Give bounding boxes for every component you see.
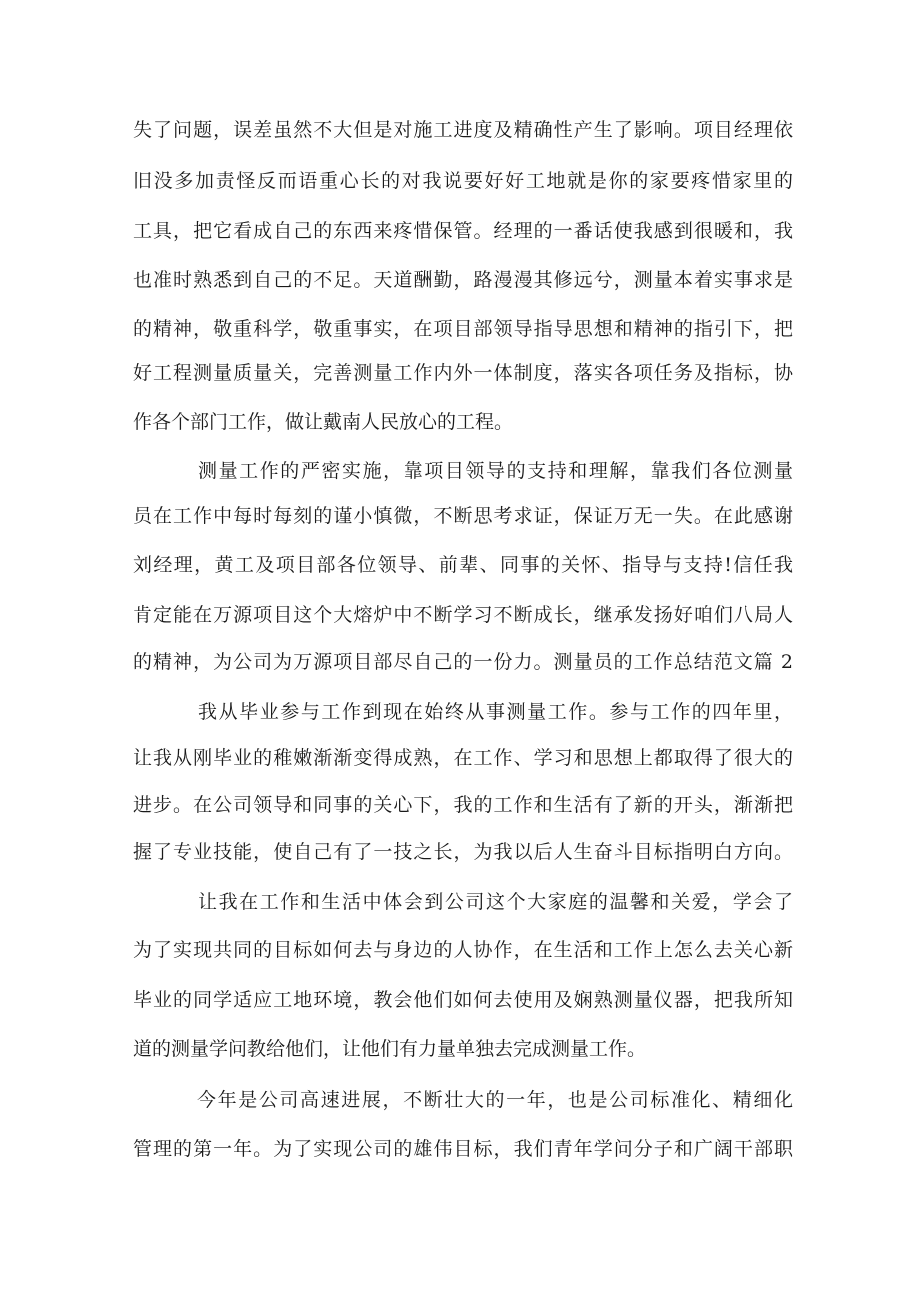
text-line: 让我在工作和生活中体会到公司这个大家庭的温馨和关爱，学会了 bbox=[198, 891, 793, 913]
text-line: 肯定能在万源项目这个大熔炉中不断学习不断成长，继承发扬好咱们八局人 bbox=[133, 604, 793, 626]
text-line: 员在工作中每时每刻的谨小慎微，不断思考求证，保证万无一失。在此感谢 bbox=[133, 505, 793, 527]
text-line: 今年是公司高速进展，不断壮大的一年，也是公司标准化、精细化 bbox=[197, 1089, 793, 1111]
text-line: 失了问题，误差虽然不大但是对施工进度及精确性产生了影响。项目经理依 bbox=[133, 119, 793, 141]
text-line: 我从毕业参与工作到现在始终从事测量工作。参与工作的四年里， bbox=[198, 701, 793, 723]
text-line: 握了专业技能，使自己有了一技之长，为我以后人生奋斗目标指明白方向。 bbox=[133, 841, 793, 863]
text-line: 进步。在公司领导和同事的关心下，我的工作和生活有了新的开头，渐渐把 bbox=[133, 794, 793, 816]
text-line: 管理的第一年。为了实现公司的雄伟目标，我们青年学问分子和广阔干部职 bbox=[133, 1138, 793, 1160]
text-line: 刘经理，黄工及项目部各位领导、前辈、同事的关怀、指导与支持!信任我 bbox=[133, 554, 793, 576]
text-line: 的精神，敬重科学，敬重事实，在项目部领导指导思想和精神的指引下，把 bbox=[133, 318, 793, 340]
text-line: 作各个部门工作，做让戴南人民放心的工程。 bbox=[133, 411, 514, 433]
text-line: 毕业的同学适应工地环境，教会他们如何去使用及娴熟测量仪器，把我所知 bbox=[133, 989, 793, 1011]
text-line: 让我从刚毕业的稚嫩渐渐变得成熟，在工作、学习和思想上都取得了很大的 bbox=[133, 747, 793, 769]
text-line: 工具，把它看成自己的东西来疼惜保管。经理的一番话使我感到很暖和，我 bbox=[133, 220, 793, 242]
text-line: 的精神，为公司为万源项目部尽自己的一份力。测量员的工作总结范文篇 2 bbox=[133, 651, 793, 673]
text-line: 好工程测量质量关，完善测量工作内外一体制度，落实各项任务及指标，协 bbox=[133, 362, 793, 384]
text-line: 为了实现共同的目标如何去与身边的人协作，在生活和工作上怎么去关心新 bbox=[133, 939, 793, 961]
text-line: 测量工作的严密实施，靠项目领导的支持和理解，靠我们各位测量 bbox=[198, 460, 793, 482]
text-line: 也准时熟悉到自己的不足。天道酬勤，路漫漫其修远兮，测量本着实事求是 bbox=[133, 269, 793, 291]
text-line: 旧没多加责怪反而语重心长的对我说要好好工地就是你的家要疼惜家里的 bbox=[133, 170, 793, 192]
text-line: 道的测量学问教给他们，让他们有力量单独去完成测量工作。 bbox=[133, 1038, 647, 1060]
